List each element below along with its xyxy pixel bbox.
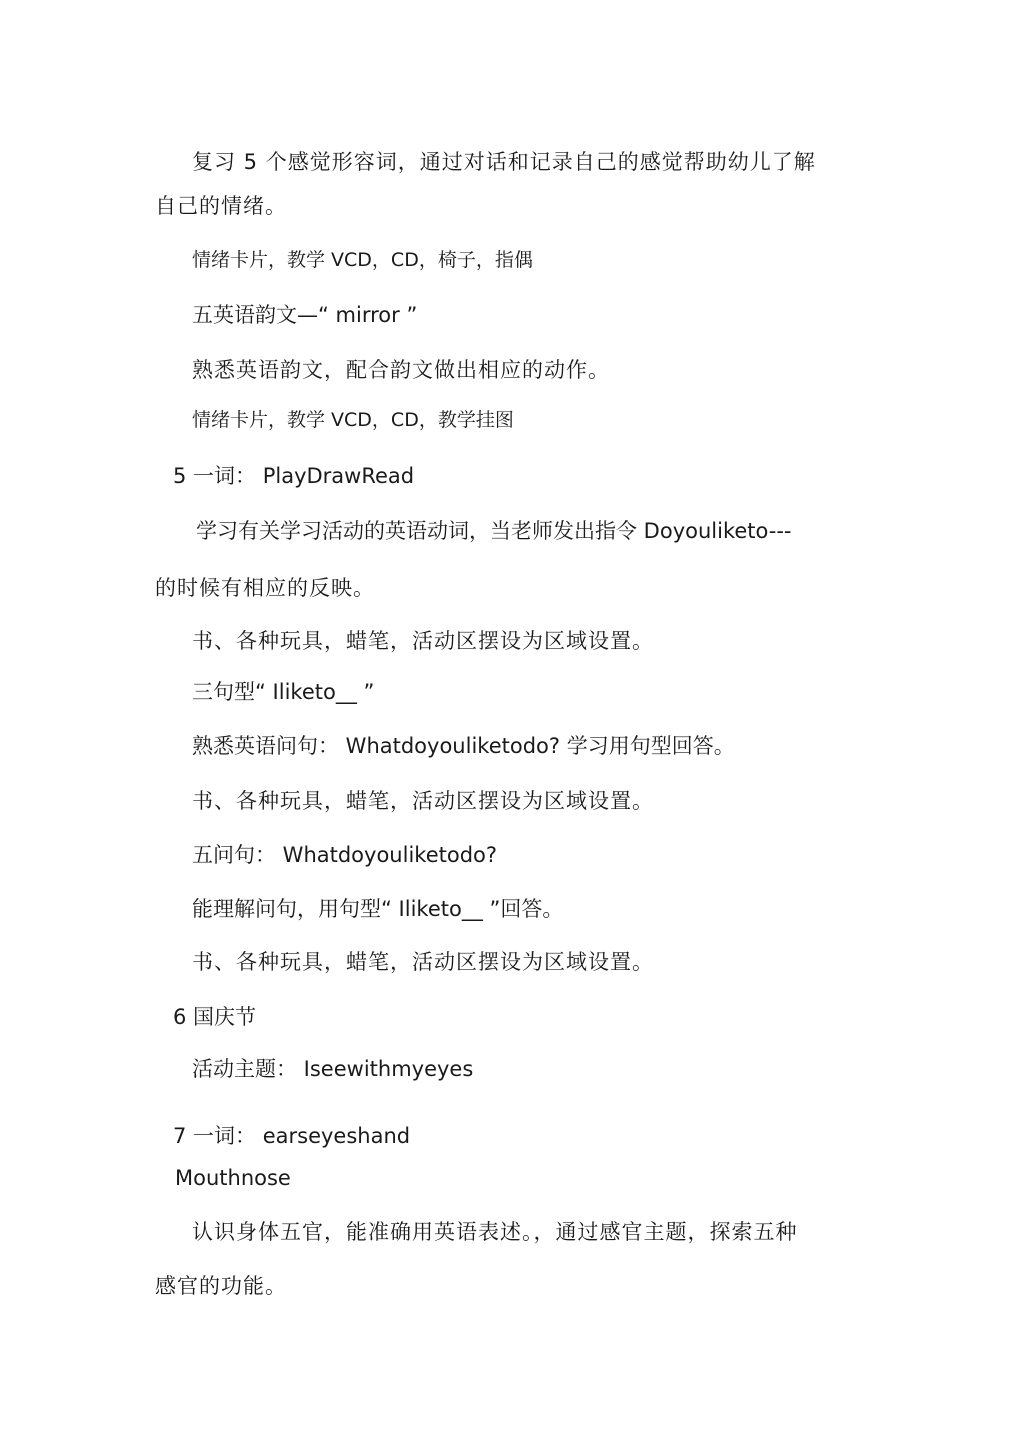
text-line: 认识身体五官，能准确用英语表述。，通过感官主题，探索五种 (192, 1220, 798, 1244)
text-line: 情绪卡片，教学 VCD，CD，教学挂图 (192, 409, 514, 431)
text-line: Mouthnose (175, 1166, 291, 1190)
text-line: 5 一词： PlayDrawRead (173, 464, 415, 488)
text-line: 熟悉英语问句： Whatdoyouliketodo? 学习用句型回答。 (192, 734, 735, 758)
text-line: 自己的情绪。 (155, 194, 287, 218)
text-line: 复习 5 个感觉形容词，通过对话和记录自己的感觉帮助幼儿了解 (192, 150, 816, 174)
text-line: 情绪卡片，教学 VCD，CD，椅子，指偶 (192, 249, 533, 271)
text-line: 书、各种玩具，蜡笔，活动区摆设为区域设置。 (192, 789, 654, 813)
text-line: 感官的功能。 (155, 1274, 287, 1298)
text-line: 活动主题： Iseewithmyeyes (192, 1057, 474, 1081)
text-line: 6 国庆节 (173, 1005, 257, 1029)
text-line: 能理解问句，用句型“ Iliketo__ ”回答。 (192, 897, 564, 921)
text-line: 学习有关学习活动的英语动词，当老师发出指令 Doyouliketo--- (196, 519, 792, 543)
text-line: 7 一词： earseyeshand (173, 1124, 411, 1148)
text-line: 的时候有相应的反映。 (155, 576, 375, 600)
text-line: 熟悉英语韵文，配合韵文做出相应的动作。 (192, 358, 610, 382)
text-line: 五英语韵文—“ mirror ” (192, 303, 418, 327)
text-line: 书、各种玩具，蜡笔，活动区摆设为区域设置。 (192, 629, 654, 653)
text-line: 五问句： Whatdoyouliketodo? (192, 843, 498, 867)
text-line: 三句型“ Iliketo__ ” (192, 680, 375, 704)
text-line: 书、各种玩具，蜡笔，活动区摆设为区域设置。 (192, 950, 654, 974)
